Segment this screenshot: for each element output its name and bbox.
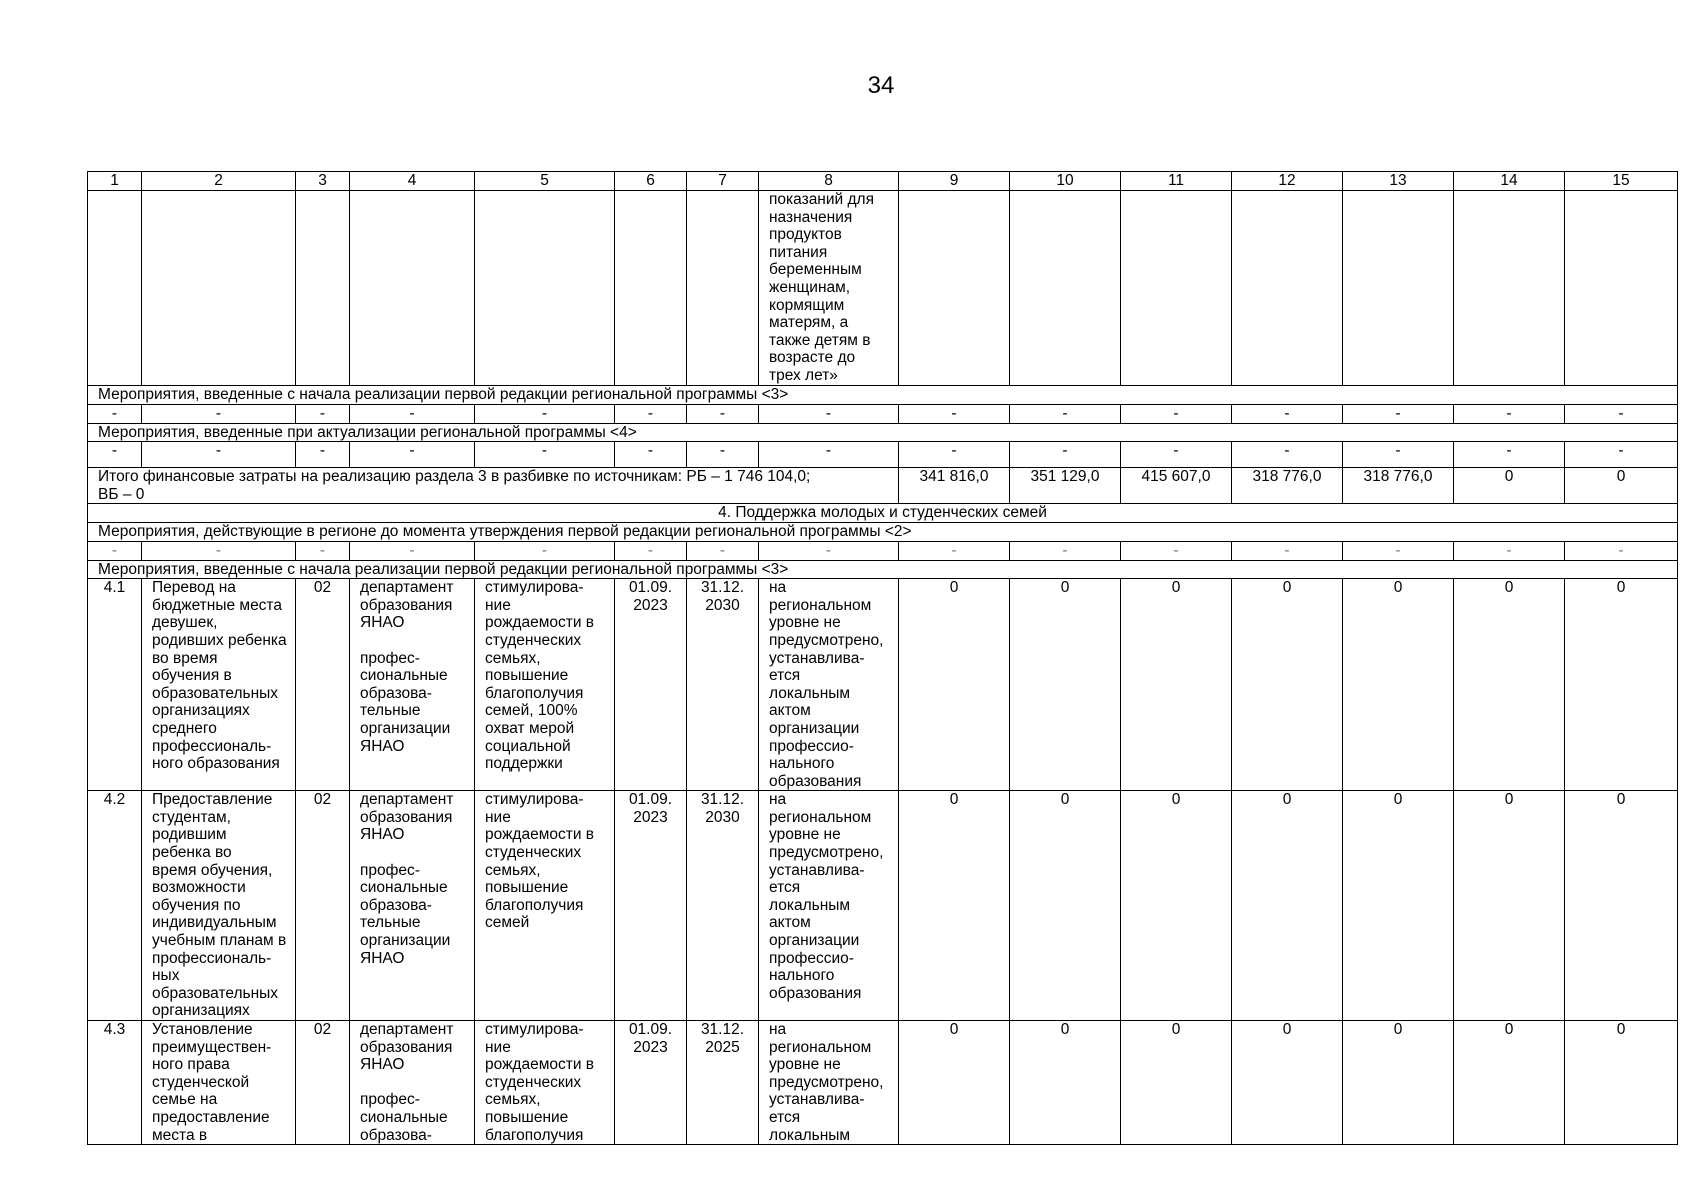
- start-date: 01.09. 2023: [615, 791, 687, 1021]
- budget-value: 0: [899, 579, 1010, 791]
- section-4-title: 4. Поддержка молодых и студенческих семей: [88, 504, 1678, 523]
- measure-name: Перевод на бюджетные места девушек, родивших ребенка во время обучения в образовательных организациях среднего профессиональ- ного образования: [142, 579, 296, 791]
- budget-value: 0: [899, 791, 1010, 1021]
- column-number-row: [88, 172, 1678, 191]
- subheading-introduced-since-start: Мероприятия, введенные с начала реализации первой редакции региональной программы <3>: [88, 386, 1678, 405]
- expected-result: стимулирова- ние рождаемости в студенческих семьях, повышение благополучия семей, 100% охват мерой социальной поддержки: [475, 579, 615, 791]
- col-number: 12: [1232, 172, 1343, 191]
- measure-code: 02: [296, 1021, 350, 1145]
- col-number: 10: [1010, 172, 1121, 191]
- total-value: 318 776,0: [1343, 468, 1454, 504]
- col-number: 1: [88, 172, 142, 191]
- legal-act: на региональном уровне не предусмотрено, устанавлива- ется локальным актом организации профессио- нального образования: [759, 579, 899, 791]
- col-number: 6: [615, 172, 687, 191]
- budget-value: 0: [1232, 1021, 1343, 1145]
- budget-value: 0: [1565, 579, 1678, 791]
- col-number: 15: [1565, 172, 1678, 191]
- budget-value: 0: [1565, 791, 1678, 1021]
- budget-value: 0: [1565, 1021, 1678, 1145]
- col-number: 14: [1454, 172, 1565, 191]
- legal-act: на региональном уровне не предусмотрено, устанавлива- ется локальным: [759, 1021, 899, 1145]
- section-subheading: [88, 423, 1678, 442]
- section-title-row: [88, 504, 1678, 523]
- budget-value: 0: [1121, 1021, 1232, 1145]
- row-number: 4.3: [88, 1021, 142, 1145]
- total-value: 351 129,0: [1010, 468, 1121, 504]
- measure-code: 02: [296, 791, 350, 1021]
- continued-legal-act-text: показаний для назначения продуктов питания беременным женщинам, кормящим матерям, а также детям в возрасте до трех лет»: [759, 191, 899, 386]
- end-date: 31.12. 2025: [687, 1021, 759, 1145]
- budget-value: 0: [1010, 579, 1121, 791]
- budget-value: 0: [1232, 579, 1343, 791]
- budget-value: 0: [1454, 1021, 1565, 1145]
- expected-result: стимулирова- ние рождаемости в студенческих семьях, повышение благополучия семей: [475, 791, 615, 1021]
- total-value: 341 816,0: [899, 468, 1010, 504]
- col-number: 9: [899, 172, 1010, 191]
- total-value: 0: [1565, 468, 1678, 504]
- budget-value: 0: [1454, 579, 1565, 791]
- budget-value: 0: [1343, 579, 1454, 791]
- total-row: [88, 468, 1678, 504]
- continuation-row: [88, 191, 1678, 386]
- subheading-introduced-update: Мероприятия, введенные при актуализации региональной программы <4>: [88, 423, 1678, 442]
- row-number: 4.2: [88, 791, 142, 1021]
- col-number: 5: [475, 172, 615, 191]
- col-number: 11: [1121, 172, 1232, 191]
- budget-value: 0: [1010, 1021, 1121, 1145]
- col-number: 8: [759, 172, 899, 191]
- program-table: [87, 171, 1678, 1145]
- budget-value: 0: [1010, 791, 1121, 1021]
- budget-value: 0: [1343, 1021, 1454, 1145]
- empty-dash-row: - - - - - - - - - - - - - - -: [88, 404, 1678, 423]
- legal-act: на региональном уровне не предусмотрено, устанавлива- ется локальным актом организации профессио- нального образования: [759, 791, 899, 1021]
- empty-dash-row: - - - - - - - - - - - - - - -: [88, 541, 1678, 560]
- measure-name: Установление преимуществен- ного права студенческой семье на предоставление места в: [142, 1021, 296, 1145]
- budget-value: 0: [899, 1021, 1010, 1145]
- subheading-active-before: Мероприятия, действующие в регионе до момента утверждения первой редакции региональной программы <2>: [88, 522, 1678, 541]
- executor: департамент образования ЯНАО профес- сиональные образова- тельные организации ЯНАО: [350, 579, 475, 791]
- total-value: 318 776,0: [1232, 468, 1343, 504]
- row-number: 4.1: [88, 579, 142, 791]
- total-value: 415 607,0: [1121, 468, 1232, 504]
- budget-value: 0: [1121, 791, 1232, 1021]
- budget-value: 0: [1343, 791, 1454, 1021]
- page-number: 34: [867, 72, 895, 99]
- start-date: 01.09. 2023: [615, 579, 687, 791]
- col-number: 13: [1343, 172, 1454, 191]
- col-number: 3: [296, 172, 350, 191]
- table-row: [88, 579, 1678, 791]
- total-label: Итого финансовые затраты на реализацию раздела 3 в разбивке по источникам: РБ – 1 746 104,0; ВБ – 0: [88, 468, 899, 504]
- total-value: 0: [1454, 468, 1565, 504]
- subheading-introduced-since-start: Мероприятия, введенные с начала реализации первой редакции региональной программы <3>: [88, 560, 1678, 579]
- section-subheading: [88, 386, 1678, 405]
- section-subheading: [88, 560, 1678, 579]
- empty-dash-row: - - - - - - - - - - - - - - -: [88, 442, 1678, 468]
- budget-value: 0: [1454, 791, 1565, 1021]
- col-number: 2: [142, 172, 296, 191]
- budget-value: 0: [1121, 579, 1232, 791]
- col-number: 4: [350, 172, 475, 191]
- col-number: 7: [687, 172, 759, 191]
- executor: департамент образования ЯНАО профес- сиональные образова-: [350, 1021, 475, 1145]
- executor: департамент образования ЯНАО профес- сиональные образова- тельные организации ЯНАО: [350, 791, 475, 1021]
- budget-value: 0: [1232, 791, 1343, 1021]
- measure-name: Предоставление студентам, родившим ребенка во время обучения, возможности обучения по индивидуальным учебным планам в профессиональ- ных образовательных организациях: [142, 791, 296, 1021]
- table-row: [88, 791, 1678, 1021]
- start-date: 01.09. 2023: [615, 1021, 687, 1145]
- table-row: [88, 1021, 1678, 1145]
- measure-code: 02: [296, 579, 350, 791]
- section-subheading: [88, 522, 1678, 541]
- end-date: 31.12. 2030: [687, 579, 759, 791]
- end-date: 31.12. 2030: [687, 791, 759, 1021]
- expected-result: стимулирова- ние рождаемости в студенческих семьях, повышение благополучия: [475, 1021, 615, 1145]
